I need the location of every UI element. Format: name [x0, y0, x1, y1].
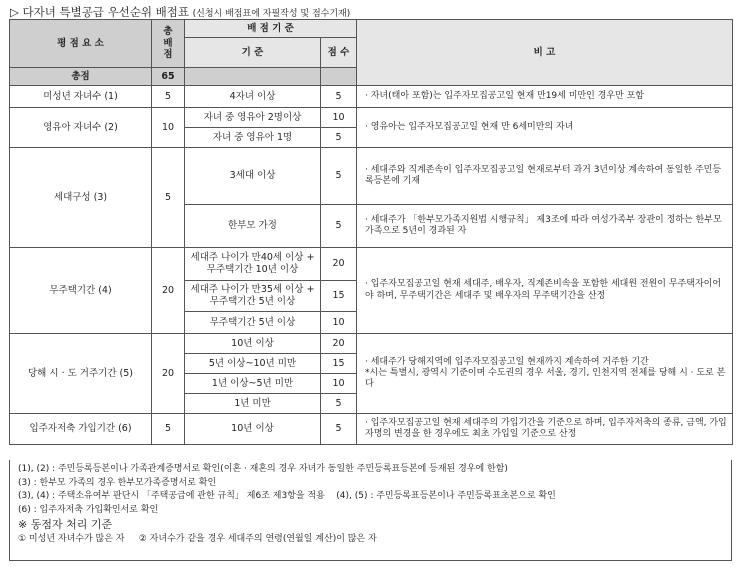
- factor-cell: 당해 시 · 도 거주기간 (5): [10, 334, 152, 414]
- priority-score-table: [9, 19, 733, 445]
- criteria-cell: 무주택기간 5년 이상: [185, 312, 321, 334]
- total-value: 65: [152, 68, 185, 86]
- criteria-cell: 한부모 가정: [185, 205, 321, 248]
- points-cell: 5: [152, 148, 185, 248]
- criteria-cell: 5년 이상~10년 미만: [185, 354, 321, 374]
- notes-box: [9, 460, 732, 561]
- page-title: [10, 4, 350, 20]
- total-empty: [185, 68, 321, 86]
- header-total-points: 총 배 점: [152, 20, 185, 68]
- factor-cell: 영유아 자녀수 (2): [10, 108, 152, 148]
- criteria-cell: 자녀 중 영유아 2명이상: [185, 108, 321, 128]
- remark-cell: · 세대주가 「한부모가족지원법 시행규칙」 제3조에 따라 여성가족부 장관이 정하는 한부모 가족으로 5년이 경과된 자: [357, 205, 733, 248]
- remark-cell: · 입주자모집공고일 현재 세대주의 가입기간을 기준으로 하며, 입주자저축의 종류, 금액, 가입자명의 변경을 한 경우에도 최초 가입일 기준으로 산정: [357, 414, 733, 445]
- tiebreak-heading: ※ 동점자 처리 기준: [18, 518, 113, 531]
- criteria-cell: 4자녀 이상: [185, 86, 321, 108]
- score-cell: 5: [321, 394, 357, 414]
- criteria-cell: 세대주 나이가 만40세 이상 + 무주택기간 10년 이상: [185, 248, 321, 281]
- points-cell: 20: [152, 334, 185, 414]
- score-cell: 15: [321, 354, 357, 374]
- title-text: ▷ 다자녀 특별공급 우선순위 배점표: [10, 5, 189, 19]
- criteria-cell: 자녀 중 영유아 1명: [185, 128, 321, 148]
- score-cell: 20: [321, 248, 357, 281]
- remark-cell: · 자녀(태아 포함)는 입주자모집공고일 현재 만19세 미만인 경우만 포함: [357, 86, 733, 108]
- header-remarks: 비 고: [357, 20, 733, 86]
- score-cell: 10: [321, 374, 357, 394]
- factor-cell: 세대구성 (3): [10, 148, 152, 248]
- table-row: [10, 414, 733, 445]
- points-cell: 20: [152, 248, 185, 334]
- table-row: [10, 108, 733, 128]
- criteria-cell: 1년 미만: [185, 394, 321, 414]
- score-cell: 5: [321, 86, 357, 108]
- factor-cell: 입주자저축 가입기간 (6): [10, 414, 152, 445]
- header-criteria-group: 배 점 기 준: [185, 20, 357, 38]
- header-criteria: 기 준: [185, 38, 321, 68]
- remark-cell: · 영유아는 입주자모집공고일 현재 만 6세미만의 자녀: [357, 108, 733, 148]
- header-factor: 평 점 요 소: [10, 20, 152, 68]
- score-cell: 20: [321, 334, 357, 354]
- score-cell: 10: [321, 312, 357, 334]
- remark-cell: · 세대주와 직계존속이 입주자모집공고일 현재로부터 과거 3년이상 계속하여 동일한 주민등록등본에 기재: [357, 148, 733, 205]
- points-cell: 5: [152, 86, 185, 108]
- table-row: [10, 148, 733, 205]
- criteria-cell: 1년 이상~5년 미만: [185, 374, 321, 394]
- score-cell: 5: [321, 205, 357, 248]
- score-cell: 15: [321, 281, 357, 312]
- score-cell: 5: [321, 148, 357, 205]
- score-cell: 5: [321, 128, 357, 148]
- total-label: 총점: [10, 68, 152, 86]
- header-score: 점 수: [321, 38, 357, 68]
- note-line: (3) : 한부모 가족의 경우 한부모가족증명서로 확인: [18, 477, 217, 488]
- note-line: (1), (2) : 주민등록등본이나 가족관계증명서로 확인(이혼 · 재혼의 경우 자녀가 동일한 주민등록표등본에 등재된 경우에 한함): [18, 464, 508, 474]
- table-row: [10, 334, 733, 354]
- factor-cell: 미성년 자녀수 (1): [10, 86, 152, 108]
- tiebreak-rule: ① 미성년 자녀수가 많은 자 ② 자녀수가 같을 경우 세대주의 연령(연월일 계산)이 많은 자: [18, 534, 377, 544]
- title-note: (신청시 배점표에 자필작성 및 점수기재): [192, 9, 351, 19]
- criteria-cell: 10년 이상: [185, 414, 321, 445]
- note-line: (3), (4) : 주택소유여부 판단시 「주택공급에 관한 규칙」 제6조 제3항을 적용 (4), (5) : 주민등록표등본이나 주민등록표초본으로 확인: [18, 491, 556, 501]
- table-row: [10, 86, 733, 108]
- points-cell: 10: [152, 108, 185, 148]
- score-cell: 5: [321, 414, 357, 445]
- criteria-cell: 세대주 나이가 만35세 이상 + 무주택기간 5년 이상: [185, 281, 321, 312]
- table-row: [10, 248, 733, 281]
- points-cell: 5: [152, 414, 185, 445]
- total-empty: [321, 68, 357, 86]
- criteria-cell: 10년 이상: [185, 334, 321, 354]
- note-line: (6) : 입주자저축 가입확인서로 확인: [18, 504, 159, 515]
- factor-cell: 무주택기간 (4): [10, 248, 152, 334]
- remark-cell: · 입주자모집공고일 현재 세대주, 배우자, 직계존비속을 포함한 세대원 전원이 무주택자이어야 하며, 무주택기간은 세대주 및 배우자의 무주택기간을 산정: [357, 248, 733, 334]
- criteria-cell: 3세대 이상: [185, 148, 321, 205]
- remark-cell: · 세대주가 당해지역에 입주자모집공고일 현재까지 계속하여 거주한 기간 *시는 특별시, 광역시 기준이며 수도권의 경우 서울, 경기, 인천지역 전체를 당해 시 · 도로 본다: [357, 334, 733, 414]
- score-cell: 10: [321, 108, 357, 128]
